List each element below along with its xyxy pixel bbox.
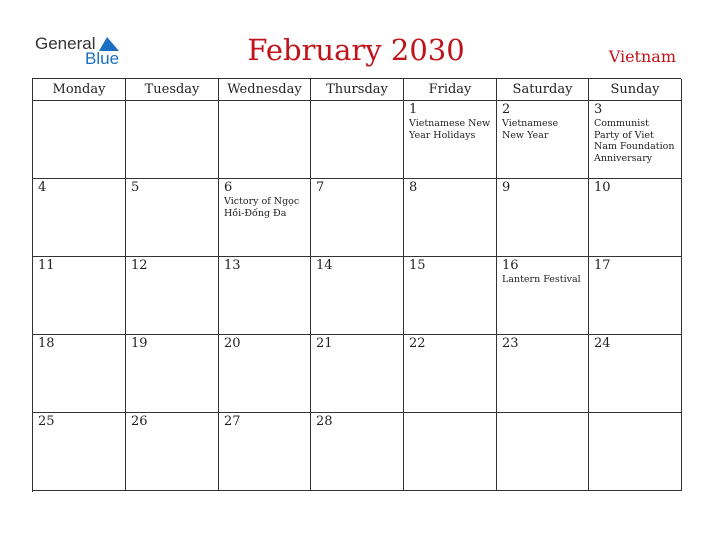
day-cell: [33, 335, 126, 413]
day-number: 16: [502, 258, 519, 273]
day-number: 8: [409, 180, 418, 195]
day-cell: [33, 179, 126, 257]
day-cell: [311, 413, 404, 491]
day-number: 14: [316, 258, 333, 273]
day-number: 11: [38, 258, 55, 273]
day-cell: [311, 101, 404, 179]
day-number: 24: [594, 336, 611, 351]
weekday-header-wednesday: Wednesday: [219, 79, 311, 101]
brand-word-general: General: [35, 34, 96, 53]
calendar-grid: [32, 78, 681, 492]
day-number: 6: [224, 180, 233, 195]
day-cell: [33, 101, 126, 179]
day-number: 2: [502, 102, 511, 117]
day-cell: [126, 257, 219, 335]
day-cell: [219, 335, 311, 413]
day-cell: [126, 179, 219, 257]
day-cell: [589, 257, 682, 335]
day-number: 27: [224, 414, 241, 429]
day-number: 4: [38, 180, 47, 195]
day-cell: [404, 101, 497, 179]
day-cell: [219, 101, 311, 179]
country-label: Vietnam: [608, 47, 676, 66]
day-number: 19: [131, 336, 148, 351]
day-cell: [589, 179, 682, 257]
day-cell: [589, 101, 682, 179]
holiday-label: Communist Party of Viet Nam Foundation Anniversary: [594, 118, 675, 164]
day-cell: [219, 179, 311, 257]
day-cell: [497, 179, 589, 257]
weekday-header-tuesday: Tuesday: [126, 79, 219, 101]
day-number: 25: [38, 414, 55, 429]
day-cell: [589, 335, 682, 413]
weekday-header-thursday: Thursday: [311, 79, 404, 101]
day-cell: [311, 257, 404, 335]
day-cell: [126, 101, 219, 179]
weekday-header-friday: Friday: [404, 79, 497, 101]
day-cell: [219, 257, 311, 335]
day-cell: [404, 413, 497, 491]
day-number: 12: [131, 258, 148, 273]
day-number: 9: [502, 180, 511, 195]
day-number: 13: [224, 258, 241, 273]
day-cell: [311, 179, 404, 257]
day-number: 1: [409, 102, 418, 117]
day-cell: [404, 179, 497, 257]
day-number: 3: [594, 102, 603, 117]
day-number: 28: [316, 414, 333, 429]
day-cell: [404, 257, 497, 335]
day-number: 22: [409, 336, 426, 351]
holiday-label: Vietnamese New Year Holidays: [409, 118, 491, 141]
day-cell: [589, 413, 682, 491]
brand-word-blue: Blue: [85, 49, 120, 68]
day-cell: [126, 413, 219, 491]
day-number: 23: [502, 336, 519, 351]
day-cell: [404, 335, 497, 413]
day-number: 7: [316, 180, 325, 195]
day-cell: [497, 257, 589, 335]
day-cell: [33, 413, 126, 491]
holiday-label: Vietnamese New Year: [502, 118, 559, 141]
day-number: 10: [594, 180, 611, 195]
day-number: 20: [224, 336, 241, 351]
day-cell: [311, 335, 404, 413]
weekday-header-monday: Monday: [33, 79, 126, 101]
day-number: 18: [38, 336, 55, 351]
day-cell: [219, 413, 311, 491]
holiday-label: Lantern Festival: [502, 274, 581, 285]
day-number: 17: [594, 258, 611, 273]
day-number: 15: [409, 258, 426, 273]
day-cell: [126, 335, 219, 413]
holiday-label: Victory of Ngọc Hồi-Đống Đa: [224, 196, 300, 219]
day-cell: [497, 335, 589, 413]
day-number: 21: [316, 336, 333, 351]
day-number: 5: [131, 180, 140, 195]
day-cell: [33, 257, 126, 335]
day-number: 26: [131, 414, 148, 429]
calendar-title: February 2030: [247, 33, 465, 67]
day-cell: [497, 413, 589, 491]
weekday-header-sunday: Sunday: [589, 79, 682, 101]
weekday-header-saturday: Saturday: [497, 79, 589, 101]
day-cell: [497, 101, 589, 179]
